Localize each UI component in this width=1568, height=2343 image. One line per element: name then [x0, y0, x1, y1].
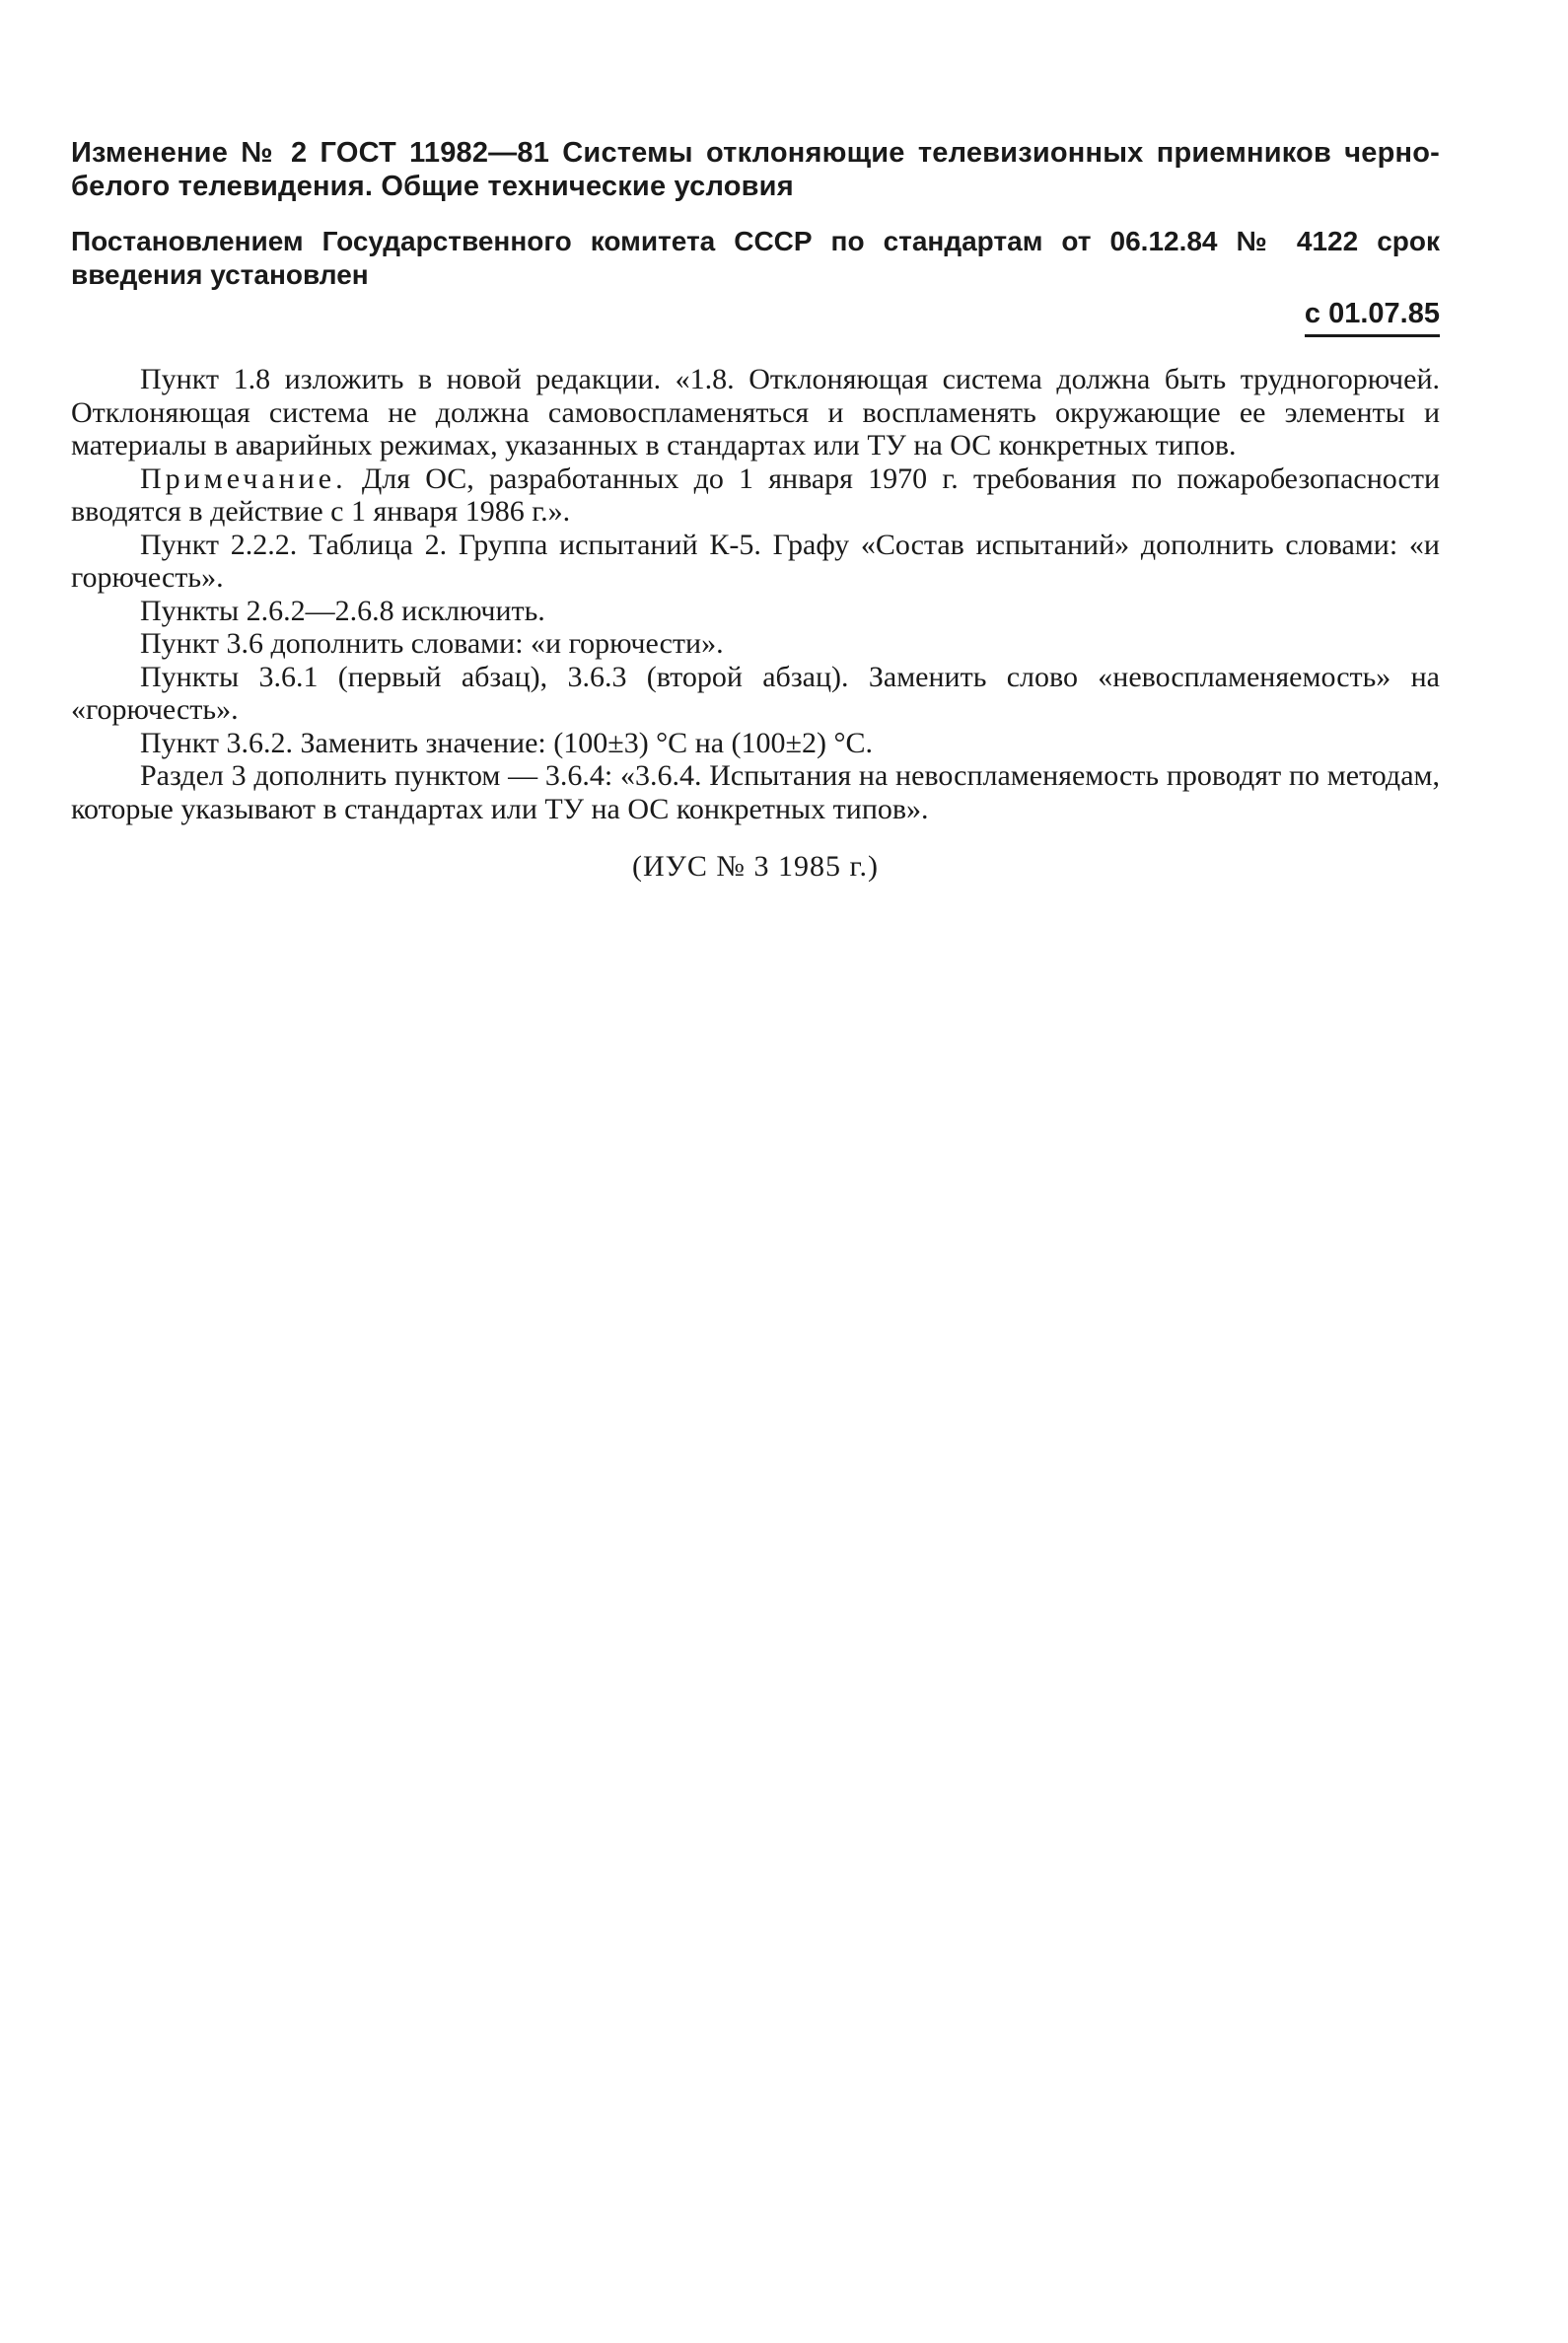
paragraph-3-6-2: Пункт 3.6.2. Заменить значение: (100±3) °С на (100±2) °С. [140, 726, 874, 759]
paragraph-2-2-2: Пункт 2.2.2. Таблица 2. Группа испытаний К-5. Графу «Состав испытаний» дополнить словами: «и горючесть». [71, 528, 1440, 594]
note-text: Для ОС, разработанных до 1 января 1970 г. требования по пожаробезопасности вводятся в действие с 1 января 1986 г.». [71, 462, 1441, 528]
paragraph-1-8: Пункт 1.8 изложить в новой редакции. «1.8. Отклоняющая система должна быть трудногорючей. Отклоняющая система не должна самовоспламеняться и воспламенять окружающие ее элементы и материалы в аварийных режимах, указанных в стандартах или ТУ на ОС конкретных типов. [71, 363, 1440, 462]
paragraph-3-6: Пункт 3.6 дополнить словами: «и горючести». [140, 627, 724, 660]
decree-statement: Постановлением Государственного комитета СССР по стандартам от 06.12.84 № 4122 срок введения установлен [71, 226, 1440, 290]
paragraph-section-3: Раздел 3 дополнить пунктом — 3.6.4: «3.6.4. Испытания на невоспламеняемость проводят по методам, которые указывают в стандартах или ТУ на ОС конкретных типов». [71, 759, 1440, 825]
effective-date-row [71, 296, 1440, 337]
note-paragraph [71, 462, 1440, 529]
note-label: Примечание. [140, 462, 347, 495]
document-content [71, 136, 1440, 885]
document-body [71, 363, 1440, 825]
publication-reference: (ИУС № 3 1985 г.) [632, 850, 879, 883]
effective-date: с 01.07.85 [1305, 296, 1440, 337]
document-title: Изменение № 2 ГОСТ 11982—81 Системы отклоняющие телевизионных приемников черно-белого телевидения. Общие технические условия [71, 137, 1440, 202]
paragraph-3-6-1: Пункты 3.6.1 (первый абзац), 3.6.3 (второй абзац). Заменить слово «невоспламеняемость» на «горючесть». [71, 660, 1440, 726]
paragraph-2-6: Пункты 2.6.2—2.6.8 исключить. [140, 594, 545, 627]
